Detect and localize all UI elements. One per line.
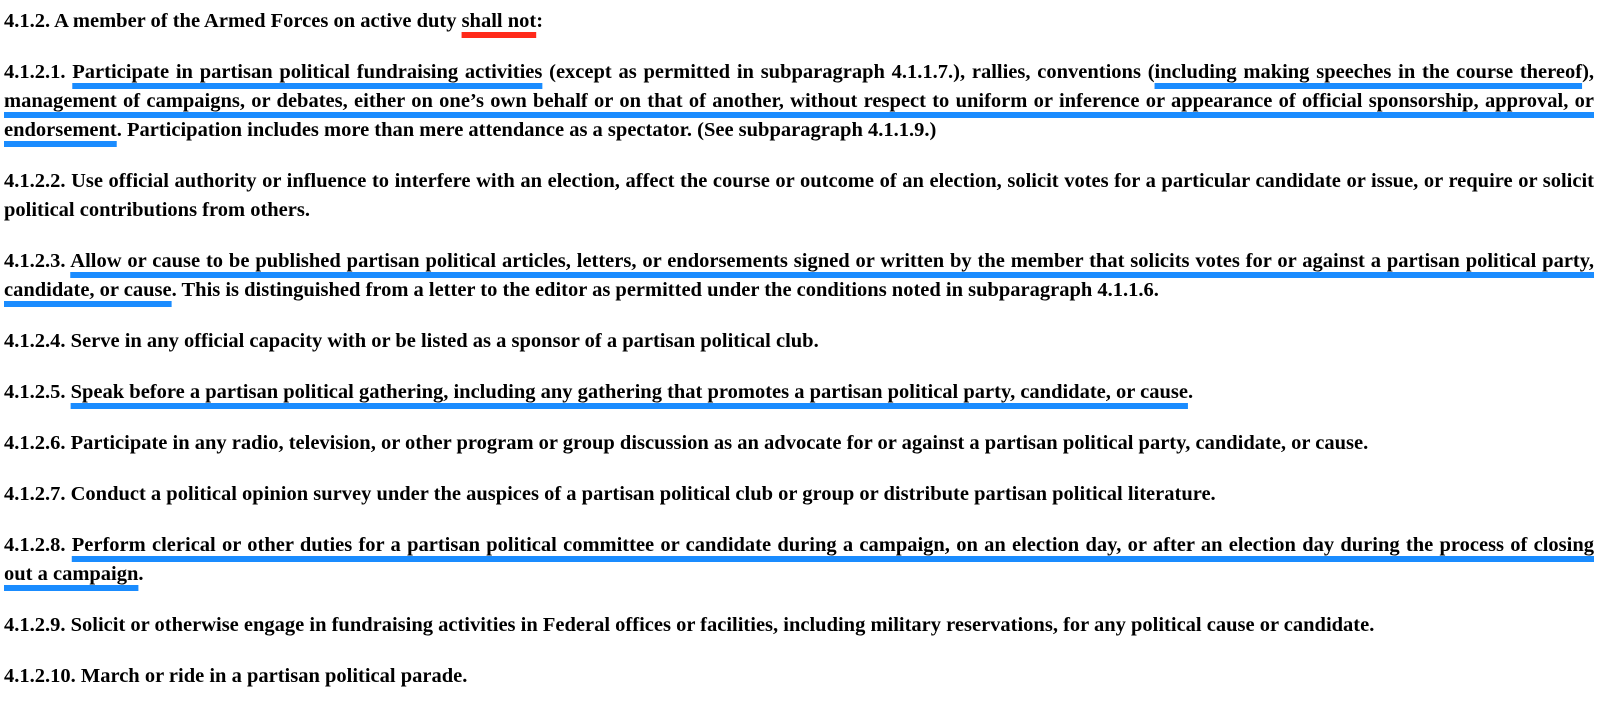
paragraph-4-1-2-1 — [4, 58, 1594, 145]
paragraph-4-1-2 — [4, 7, 1594, 36]
paragraph-4-1-2-5 — [4, 378, 1594, 407]
paragraph-4-1-2-8 — [4, 531, 1594, 589]
paragraph-number: 4.1.2.7. — [4, 483, 66, 505]
paragraph-4-1-2-7 — [4, 480, 1594, 509]
paragraph-text: (except as permitted in subparagraph 4.1.1.7.), rallies, conventions ( — [542, 61, 1155, 83]
paragraph-text: Use official authority or influence to interfere with an election, affect the course or outcome of an election, solicit votes for a particular candidate or issue, or require or solicit political contributions from others. — [4, 170, 1594, 221]
paragraph-4-1-2-6 — [4, 429, 1594, 458]
paragraph-4-1-2-4 — [4, 327, 1594, 356]
paragraph-text: . This is distinguished from a letter to the editor as permitted under the conditions noted in subparagraph 4.1.1.6. — [171, 279, 1159, 301]
paragraph-number: 4.1.2.3. — [4, 250, 66, 272]
paragraph-text: . — [1187, 381, 1194, 403]
document-body — [4, 0, 1594, 713]
paragraph-text: Serve in any official capacity with or be listed as a sponsor of a partisan political club. — [65, 330, 819, 352]
paragraph-text: ), — [1582, 61, 1595, 83]
highlighted-text-blue: Perform clerical or other duties for a partisan political committee or candidate during a campaign, on an election day, or after an election day during the process of closing out a campaign — [4, 534, 1594, 585]
highlighted-text-blue: Allow or cause to be published partisan political articles, letters, or endorsements signed or written by the member that solicits votes for or against a partisan political party, candidate, or cause — [4, 250, 1595, 301]
paragraph-4-1-2-3 — [4, 247, 1594, 305]
paragraph-4-1-2-10 — [4, 662, 1594, 691]
paragraph-text: A member of the Armed Forces on active duty — [50, 10, 462, 32]
paragraph-number: 4.1.2.2. — [4, 170, 66, 192]
paragraph-4-1-2-9 — [4, 611, 1594, 640]
paragraph-text: March or ride in a partisan political parade. — [75, 665, 468, 687]
paragraph-number: 4.1.2. — [4, 10, 51, 32]
paragraph-4-1-2-2 — [4, 167, 1594, 225]
highlighted-text-blue: Participate in partisan political fundraising activities — [72, 61, 543, 83]
paragraph-number: 4.1.2.10. — [4, 665, 76, 687]
paragraph-number: 4.1.2.5. — [4, 381, 66, 403]
paragraph-number: 4.1.2.9. — [4, 614, 66, 636]
paragraph-text: : — [536, 10, 544, 32]
highlighted-text-blue: Speak before a partisan political gathering, including any gathering that promotes a partisan political party, candidate, or cause — [70, 381, 1188, 403]
paragraph-text: . — [138, 563, 144, 585]
highlighted-text-blue: management of campaigns, or debates, either on one’s own behalf or on that of another, without respect to uniform or inference or appearance of official sponsorship, approval, or endorsement — [4, 90, 1594, 141]
paragraph-text: Participate in any radio, television, or other program or group discussion as an advocate for or against a partisan political party, candidate, or cause. — [65, 432, 1369, 454]
paragraph-text: . Participation includes more than mere attendance as a spectator. (See subparagraph 4.1.1.9.) — [116, 119, 937, 141]
paragraph-number: 4.1.2.6. — [4, 432, 66, 454]
paragraph-number: 4.1.2.8. — [4, 534, 66, 556]
paragraph-number: 4.1.2.1. — [4, 61, 66, 83]
highlighted-text-red: shall not — [461, 10, 537, 32]
paragraph-number: 4.1.2.4. — [4, 330, 66, 352]
paragraph-text: Conduct a political opinion survey under the auspices of a partisan political club or group or distribute partisan political literature. — [65, 483, 1216, 505]
paragraph-text: Solicit or otherwise engage in fundraising activities in Federal offices or facilities, including military reservations, for any political cause or candidate. — [65, 614, 1375, 636]
highlighted-text-blue: including making speeches in the course thereof — [1154, 61, 1583, 83]
